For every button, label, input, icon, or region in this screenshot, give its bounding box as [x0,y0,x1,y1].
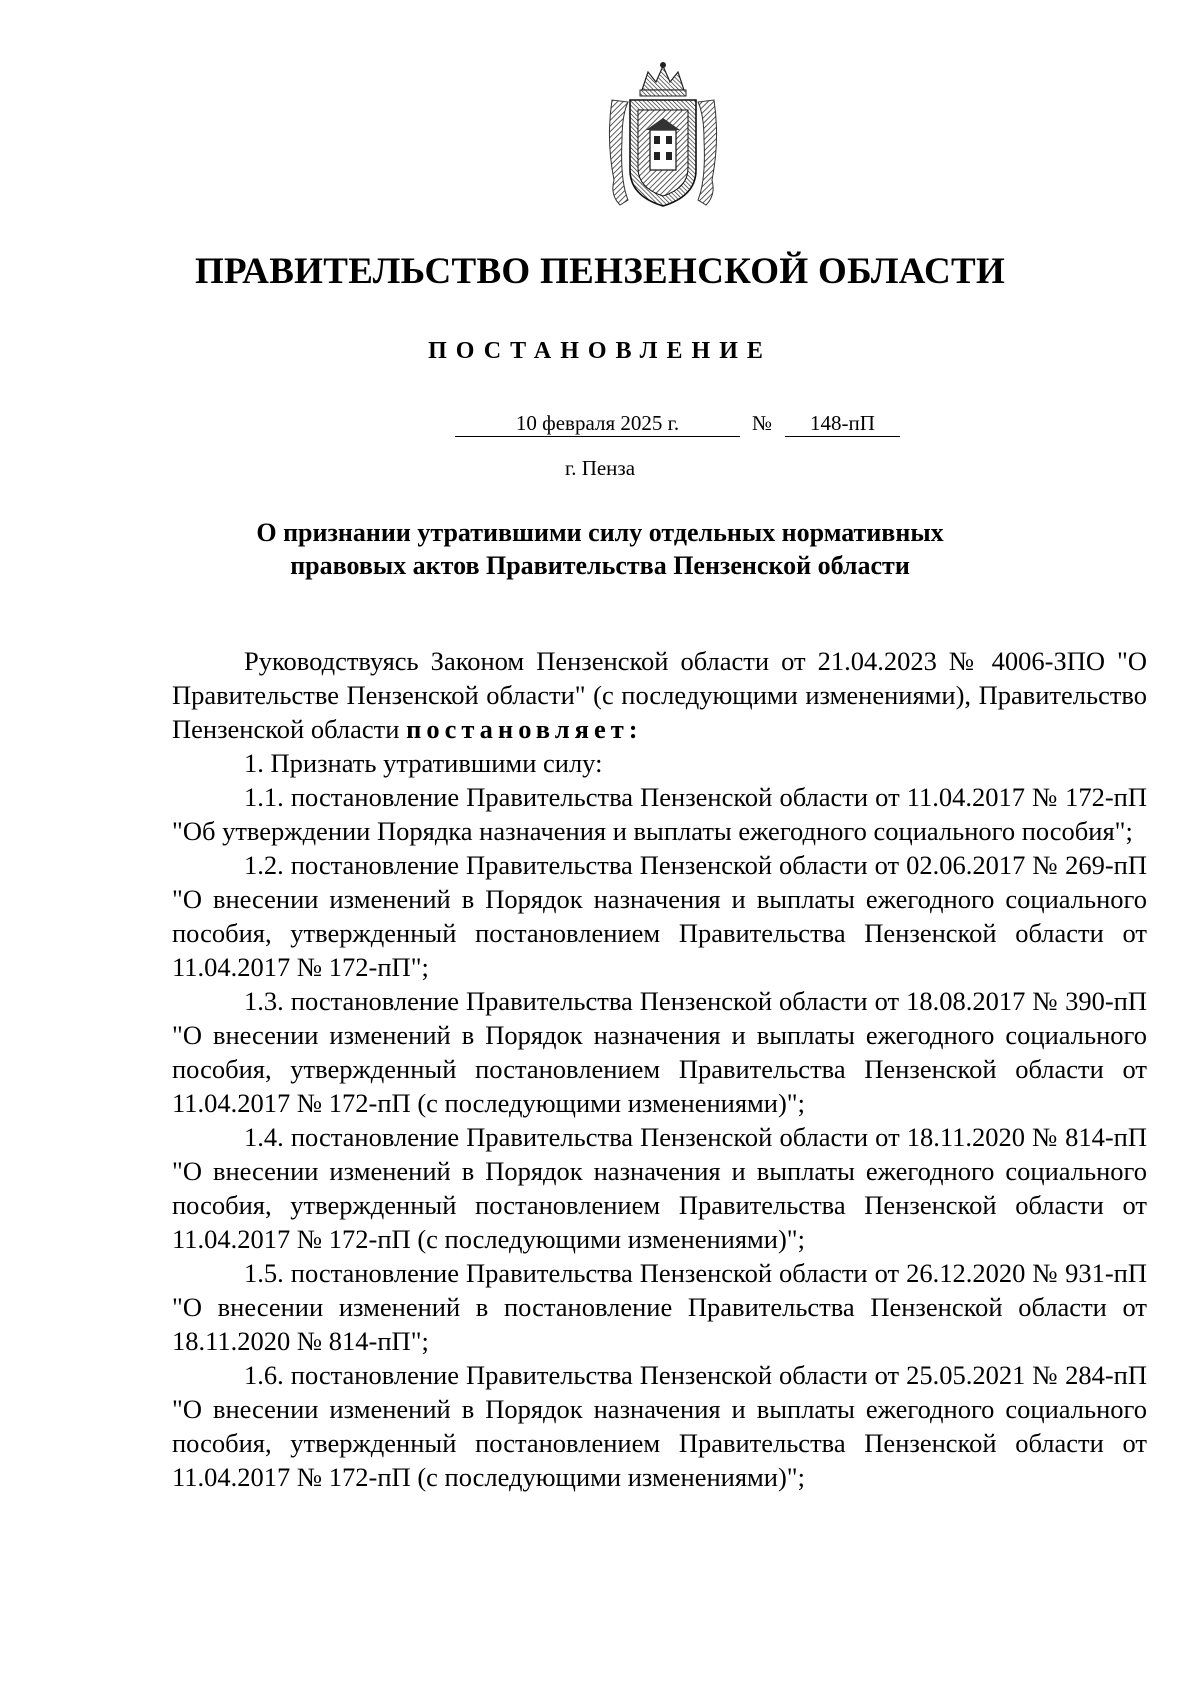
document-date: 10 февраля 2025 г. [455,410,740,437]
subitem-1-6: 1.6. постановление Правительства Пензенской области от 25.05.2021 № 284-пП "О внесении изменений в Порядок назначения и выплаты ежегодного социального пособия, утвержденный постановлением Правительства Пензенской области от 11.04.2017 № 172-пП (с последующими изменениями)"; [172,1360,1147,1492]
city: г. Пенза [564,456,636,480]
decree-word: постановляет: [406,714,643,744]
subitem-1-2: 1.2. постановление Правительства Пензенской области от 02.06.2017 № 269-пП "О внесении изменений в Порядок назначения и выплаты ежегодного социального пособия, утвержденный постановлением Правительства Пензенской области от 11.04.2017 № 172-пП"; [172,850,1147,982]
organization-title: ПРАВИТЕЛЬСТВО ПЕНЗЕНСКОЙ ОБЛАСТИ [194,251,1006,292]
subitem-1-3: 1.3. постановление Правительства Пензенской области от 18.08.2017 № 390-пП "О внесении изменений в Порядок назначения и выплаты ежегодного социального пособия, утвержденный постановлением Правительства Пензенской области от 11.04.2017 № 172-пП (с последующими изменениями)"; [172,986,1147,1118]
preamble-paragraph [172,644,1147,746]
subject-line-2: правовых актов Правительства Пензенской области [290,551,910,580]
item-1: 1. Признать утратившими силу: [244,748,603,778]
document-number: 148-пП [785,410,900,437]
subitem-1-1: 1.1. постановление Правительства Пензенской области от 11.04.2017 № 172-пП "Об утверждении Порядка назначения и выплаты ежегодного социального пособия"; [172,782,1147,846]
coat-of-arms-emblem [602,60,724,210]
preamble-text: Руководствуясь Законом Пензенской области от 21.04.2023 № 4006-ЗПО "О Правительстве Пензенской области" (с последующими изменениями), Правительство Пензенской области [172,646,1147,744]
date-number-line [455,410,905,442]
document-body [172,644,1147,1494]
subitem-1-5: 1.5. постановление Правительства Пензенской области от 26.12.2020 № 931-пП "О внесении изменений в постановление Правительства Пензенской области от 18.11.2020 № 814-пП"; [172,1258,1147,1356]
number-sign: № [752,411,773,435]
subitem-1-4: 1.4. постановление Правительства Пензенской области от 18.11.2020 № 814-пП "О внесении изменений в Порядок назначения и выплаты ежегодного социального пособия, утвержденный постановлением Правительства Пензенской области от 11.04.2017 № 172-пП (с последующими изменениями)"; [172,1122,1147,1254]
document-type: ПОСТАНОВЛЕНИЕ [428,338,772,364]
subject-line-1: О признании утратившими силу отдельных нормативных [256,518,944,547]
document-subject [0,516,1200,582]
